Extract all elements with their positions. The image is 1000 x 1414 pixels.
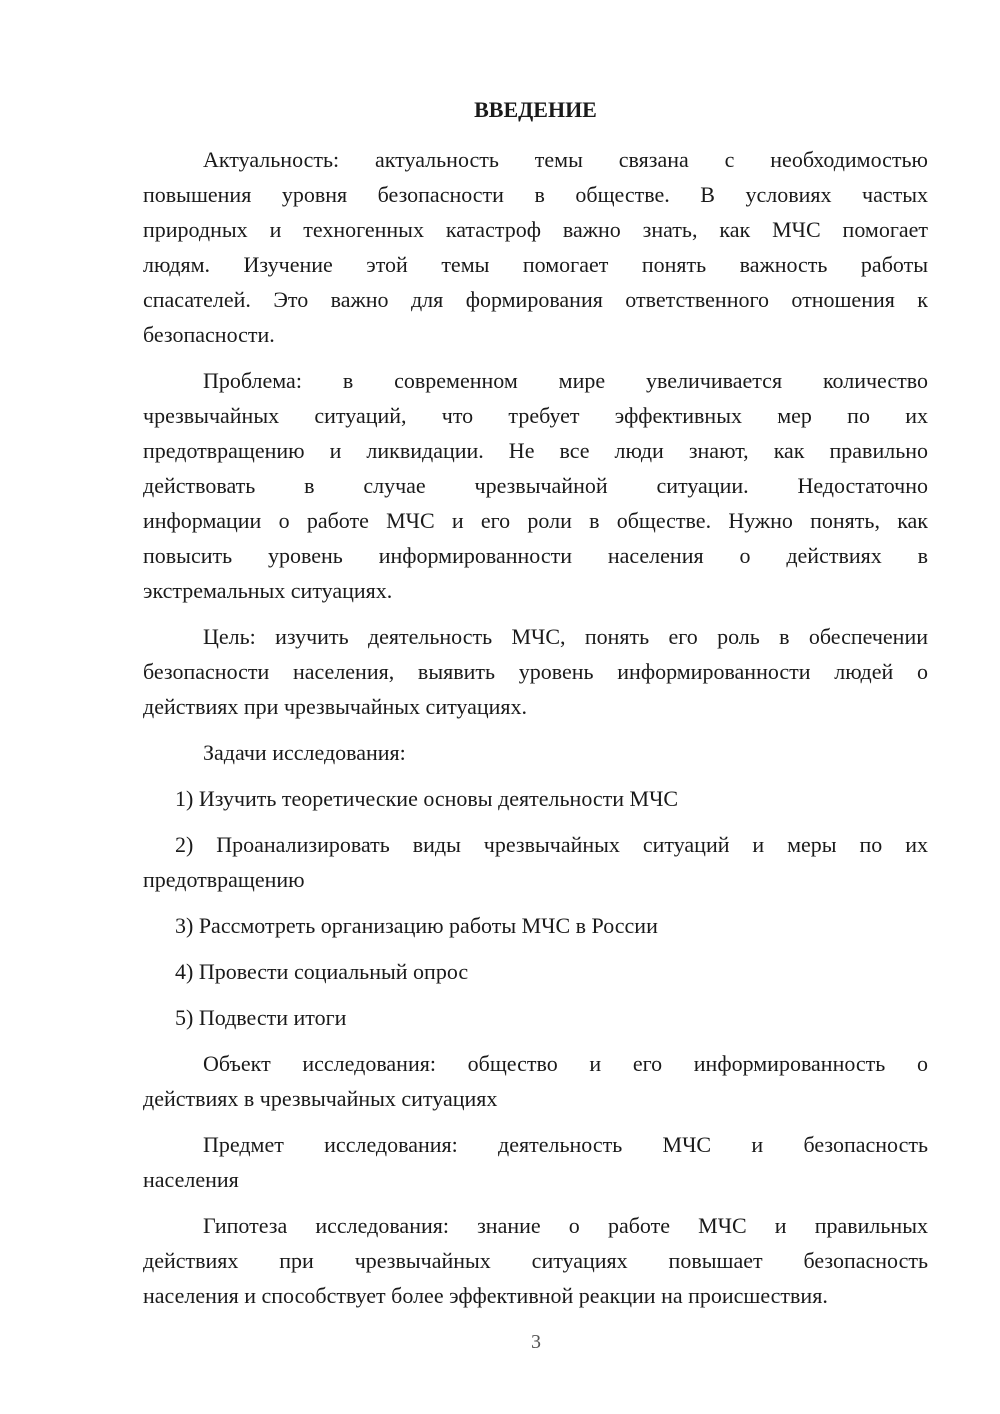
tasks-list: [143, 781, 928, 1035]
text-line: спасателей. Это важно для формирования ответственного отношения к: [143, 287, 928, 312]
task-item: [143, 781, 928, 816]
text-line: чрезвычайных ситуаций, что требует эффективных мер по их: [143, 403, 928, 428]
text-line: экстремальных ситуациях.: [143, 578, 393, 603]
intro-paragraphs: [143, 142, 928, 724]
text-line: населения: [143, 1167, 239, 1192]
task-item: [143, 827, 928, 897]
paragraph: [143, 619, 928, 724]
text-line: предотвращению: [143, 867, 305, 892]
text-line: информации о работе МЧС и его роли в обществе. Нужно понять, как: [143, 508, 928, 533]
paragraph: [143, 1046, 928, 1116]
page-title: ВВЕДЕНИЕ: [474, 97, 597, 122]
text-line: 5) Подвести итоги: [175, 1005, 347, 1030]
text-line: 1) Изучить теоретические основы деятельности МЧС: [175, 786, 679, 811]
text-line: безопасности населения, выявить уровень информированности людей о: [143, 659, 928, 684]
text-line: 2) Проанализировать виды чрезвычайных ситуаций и меры по их: [175, 832, 928, 857]
text-line: Гипотеза исследования: знание о работе МЧС и правильных: [203, 1213, 928, 1238]
text-line: повысить уровень информированности населения о действиях в: [143, 543, 928, 568]
text-line: действиях при чрезвычайных ситуациях повышает безопасность: [143, 1248, 928, 1273]
task-item: [143, 954, 928, 989]
text-line: Актуальность: актуальность темы связана с необходимостью: [203, 147, 928, 172]
text-line: действовать в случае чрезвычайной ситуации. Недостаточно: [143, 473, 928, 498]
text-line: действиях при чрезвычайных ситуациях.: [143, 694, 528, 719]
paragraph: [143, 1208, 928, 1313]
text-line: Объект исследования: общество и его информированность о: [203, 1051, 928, 1076]
text-line: Предмет исследования: деятельность МЧС и безопасность: [203, 1132, 928, 1157]
text-line: Цель: изучить деятельность МЧС, понять его роль в обеспечении: [203, 624, 928, 649]
text-line: населения и способствует более эффективной реакции на происшествия.: [143, 1283, 828, 1308]
text-line: повышения уровня безопасности в обществе. В условиях частых: [143, 182, 928, 207]
document-page: [143, 92, 928, 1324]
text-line: безопасности.: [143, 322, 275, 347]
paragraph: [143, 363, 928, 608]
text-line: 4) Провести социальный опрос: [175, 959, 469, 984]
task-item: [143, 908, 928, 943]
paragraph: [143, 1127, 928, 1197]
text-line: действиях в чрезвычайных ситуациях: [143, 1086, 498, 1111]
paragraph: [143, 142, 928, 352]
closing-paragraphs: [143, 1046, 928, 1313]
task-item: [143, 1000, 928, 1035]
text-line: Проблема: в современном мире увеличивается количество: [203, 368, 928, 393]
text-line: 3) Рассмотреть организацию работы МЧС в России: [175, 913, 658, 938]
text-line: предотвращению и ликвидации. Не все люди знают, как правильно: [143, 438, 928, 463]
text-line: людям. Изучение этой темы помогает понять важность работы: [143, 252, 928, 277]
page-number: 3: [531, 1331, 541, 1353]
tasks-heading: Задачи исследования:: [203, 740, 406, 765]
text-line: природных и техногенных катастроф важно знать, как МЧС помогает: [143, 217, 928, 242]
